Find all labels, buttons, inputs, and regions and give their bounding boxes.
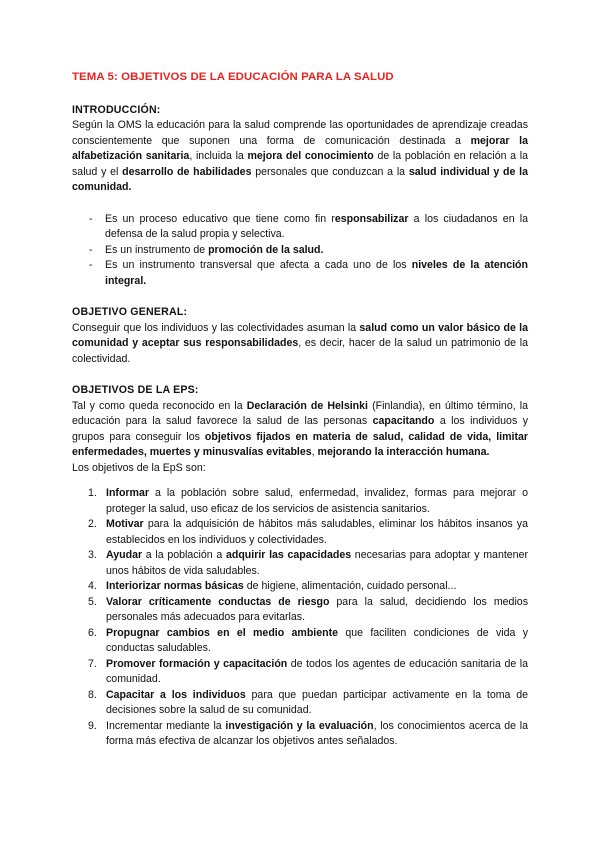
bold-text-run: desarrollo de habilidades [122,165,252,178]
bold-text-run: mejorando la interacción humana. [317,446,490,458]
bold-text-run: objetivos fijados en materia de salud, calidad de vida, limitar enfermedades, muertes y minusvalías evitables [72,430,528,458]
dash-marker: - [89,259,93,271]
list-item [72,626,528,657]
item-text [106,627,528,655]
text-run: Conseguir que los individuos y las colectividades asuman la [72,321,360,334]
list-item [72,595,528,626]
eps-objectives-list [72,486,528,750]
introduction-paragraph [72,118,528,196]
document-content [72,70,528,750]
document-title: TEMA 5: OBJETIVOS DE LA EDUCACIÓN PARA LA SALUD [72,71,394,83]
section-general-objective [72,305,528,367]
text-run: de todos los agentes de educación sanitaria de la comunidad. [106,657,528,685]
item-text [106,596,528,624]
bold-text-run: mejora del conocimiento [247,150,374,162]
text-run: a los ciudadanos en la defensa de la salud propia y selectiva. [105,212,529,240]
general-objective-paragraph [72,321,528,368]
bold-text-run: investigación y la evaluación [225,719,374,732]
dash-marker: - [89,243,93,256]
text-run: Incrementar mediante la [106,719,226,732]
text-run: necesarias para adoptar y mantener unos hábitos de vida saludables. [106,549,528,577]
bullet-text [105,213,528,241]
eps-objectives-paragraph [72,399,528,461]
text-run: para la adquisición de hábitos más saludables, eliminar los hábitos insanos ya establecidos en los individuos y colectividades. [106,518,528,546]
bold-text-run: Motivar [106,518,144,530]
bullet-item [72,258,528,289]
text-run: Tal y como queda reconocido en la [72,399,247,412]
text-run: a la población sobre salud, enfermedad, invalidez, formas para mejorar o proteger la salud, uso eficaz de los servicios de asistencia sanitarios. [106,487,528,515]
text-run: Es un proceso educativo que tiene como fin r [105,212,335,225]
text-run: a la población a [142,549,226,561]
list-item [72,719,528,750]
list-item [72,657,528,688]
bold-text-run: Valorar críticamente conductas de riesgo [106,595,330,608]
bold-text-run: adquirir las capacidades [225,549,352,561]
text-run: Es un instrumento transversal que afecta a cada uno de los [105,259,412,271]
bold-text-run: Propugnar cambios en el medio ambiente [106,626,339,639]
bold-text-run: Informar [106,487,149,499]
bullet-item [72,212,528,243]
bold-text-run: capacitando [372,415,435,427]
bold-text-run: promoción de la salud. [208,243,324,256]
general-objective-heading: OBJETIVO GENERAL: [72,306,188,318]
bullet-item [72,243,528,259]
item-text [106,518,528,546]
item-text [106,689,528,717]
dash-marker: - [89,212,93,225]
text-run: a los individuos y grupos para conseguir los [72,415,528,443]
item-number: 7. [88,657,97,670]
eps-objectives-lead: Los objetivos de la EpS son: [72,461,206,474]
bold-text-run: Declaración de Helsinki [246,399,368,412]
item-text [106,487,528,515]
text-run: personales que conduzcan a la [251,165,409,178]
text-run: para que puedan participar activamente en la toma de decisiones sobre la salud de su comunidad. [106,688,528,716]
section-eps-objectives [72,383,528,750]
bold-text-run: salud como un valor básico de la comunidad y aceptar sus responsabilidades [72,321,528,349]
item-number: 8. [88,688,97,701]
introduction-bullet-list [72,212,528,290]
text-run: para la salud, decidiendo los medios personales más adecuados para evitarlas. [106,595,528,623]
item-text [106,580,456,592]
list-item [72,486,528,517]
list-item [72,548,528,579]
item-number: 1. [88,487,97,499]
item-text [106,658,528,686]
eps-objectives-heading: OBJETIVOS DE LA EPS: [72,384,199,396]
item-number: 5. [88,595,97,608]
text-run: , [311,446,318,458]
introduction-heading: INTRODUCCIÓN: [72,103,161,116]
bold-text-run: Ayudar [106,549,143,561]
bold-text-run: Promover formación y capacitación [106,657,288,670]
text-run: , incluida la [189,150,248,162]
text-run: (Finlandia), en último término, la educación para la salud favorece la salud de las personas [72,399,529,427]
item-text [106,720,528,748]
list-item [72,579,528,595]
text-run: , los conocimientos acerca de la forma más efectiva de alcanzar los objetivos antes señalados. [106,719,528,747]
bold-text-run: niveles de la atención integral. [105,259,528,287]
text-run: de higiene, alimentación, cuidado personal... [243,580,457,592]
bold-text-run: mejorar la alfabetización sanitaria [72,134,528,162]
text-run: , es decir, hacer de la salud un patrimonio de la colectividad. [72,337,528,365]
text-run: Según la OMS la educación para la salud comprende las oportunidades de aprendizaje creadas conscientemente que suponen una forma de comunicación destinada a [72,119,528,147]
text-run: que faciliten condiciones de vida y conductas saludables. [106,626,528,654]
section-introduction [72,103,528,290]
item-number: 2. [88,518,97,530]
bold-text-run: Capacitar a los individuos [106,688,246,701]
list-item [72,688,528,719]
text-run: de la población en relación a la salud y el [72,150,528,178]
bullet-text [105,244,323,256]
item-text [106,549,528,577]
item-number: 9. [88,719,97,732]
item-number: 4. [88,580,97,592]
item-number: 3. [88,549,97,561]
item-number: 6. [88,626,97,639]
bold-text-run: esponsabilizar [334,212,409,225]
bold-text-run: salud individual y de la comunidad. [72,165,528,193]
bullet-text [105,259,528,287]
text-run: Es un instrumento de [105,243,209,256]
list-item [72,517,528,548]
bold-text-run: Interiorizar normas básicas [106,580,244,592]
